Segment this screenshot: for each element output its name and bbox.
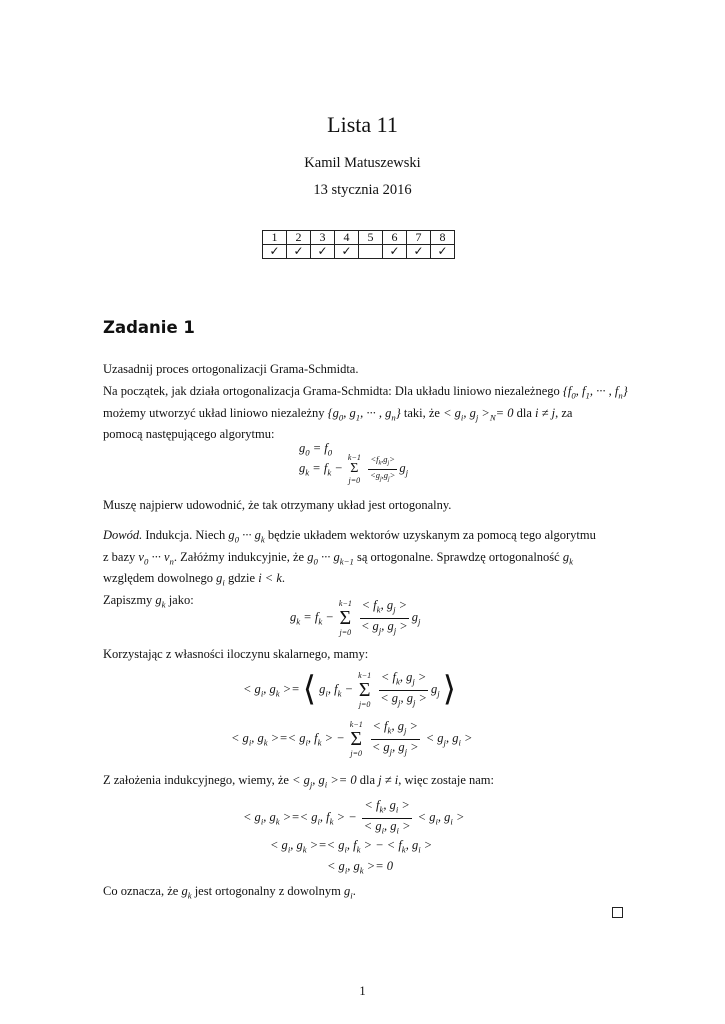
document-date: 13 stycznia 2016 xyxy=(313,182,412,198)
checkmark-icon: ✓ xyxy=(431,245,455,259)
score-number: 6 xyxy=(383,231,407,245)
score-table-marks-row xyxy=(263,245,455,259)
score-number: 5 xyxy=(359,231,383,245)
checkmark-icon: ✓ xyxy=(407,245,431,259)
qed-square-icon xyxy=(612,907,623,918)
equation-inner-product-1: < $g_i$, $g_k$ >= ⟨ $g_i$, $f_k$ − k−1 Σ j=0 $\frac{< f_k, g_j >}{< g_j, g_j >}$ $g_j$ ⟩ xyxy=(243,670,457,709)
checkmark-icon: ✓ xyxy=(287,245,311,259)
page-number: 1 xyxy=(359,984,366,998)
score-table-numbers-row xyxy=(263,231,455,245)
equation-inner-product-2: < $g_i$, $g_k$ >=< $g_i$, $f_k$ > − k−1 Σ j=0 $\frac{< f_k, g_j >}{< g_j, g_j >}$ < $g_j$, $g_i$ > xyxy=(231,719,473,758)
intro-paragraph: Na początek, jak działa ortogonalizacja Grama-Schmidta: Dla układu liniowo niezależnego {$f_0$, $f_1$, ··· , $f_n$} możemy utworzyć układ liniowo niezależny {$g_0$, $g_1$, ··· , $g_n$} taki, że < $g_i$, $g_j >_N= 0$ dla i ≠ j, za pomocą następującego algorytmu: xyxy=(103,384,628,441)
checkmark-icon: ✓ xyxy=(383,245,407,259)
equation-gk-inline: $g_k = f_k$ − k−1 Σ j=0 $\frac{<f_k,g_j>}{<g_j,g_j>}$ $g_j$ xyxy=(299,453,409,485)
section-heading: Zadanie 1 xyxy=(103,318,195,337)
proof-paragraph: Dowód. Indukcja. Niech $g_0$ ··· $g_k$ będzie układem wektorów uzyskanym za pomocą tego algorytmu z bazy $v_0$ ··· $v_n$. Załóżmy indukcyjnie, że $g_0$ ··· $g_{k-1}$ są ortogonalne. Sprawdzę ortogonalność $g_k$ względem dowolnego $g_i$ gdzie i < k. Zapiszmy $g_k$ jako: xyxy=(103,528,596,609)
equation-g0: $g_0 = f_0$ xyxy=(299,441,333,458)
assumption-sentence: Z założenia indukcyjnego, wiemy, że < $g_j$, $g_i >= 0$ dla j ≠ i, więc zostaje nam: xyxy=(103,773,494,790)
document-title: Lista 11 xyxy=(327,112,398,137)
score-number: 4 xyxy=(335,231,359,245)
using-properties-sentence: Korzystając z własności iloczynu skalarnego, mamy: xyxy=(103,647,369,661)
equation-reduced-2: < $g_i$, $g_k$ >=< $g_i$, $f_k$ > − < $f_k$, $g_i$ > xyxy=(270,838,433,855)
score-number: 7 xyxy=(407,231,431,245)
checkmark-icon: ✓ xyxy=(335,245,359,259)
equation-result: < $g_i$, $g_k >= 0$ xyxy=(327,859,394,876)
task-statement: Uzasadnij proces ortogonalizacji Grama-Schmidta. xyxy=(103,362,359,376)
author-name: Kamil Matuszewski xyxy=(304,155,421,171)
equation-gk-display: $g_k = f_k$ − k−1 Σ j=0 $\frac{< f_k, g_j >}{< g_j, g_j >}$ $g_j$ xyxy=(290,598,421,637)
score-number: 8 xyxy=(431,231,455,245)
checkmark-icon: ✓ xyxy=(263,245,287,259)
checkmark-icon: ✓ xyxy=(311,245,335,259)
conclusion-sentence: Co oznacza, że $g_k$ jest ortogonalny z dowolnym $g_i$. xyxy=(103,884,356,901)
must-prove-sentence: Muszę najpierw udowodnić, że tak otrzymany układ jest ortogonalny. xyxy=(103,498,452,512)
empty-mark xyxy=(359,245,383,259)
equation-reduced-1: < $g_i$, $g_k$ >=< $g_i$, $f_k$ > − $\frac{< f_k, g_i >}{< g_i, g_i >}$ < $g_i$, $g_i$ > xyxy=(243,798,465,835)
score-number: 2 xyxy=(287,231,311,245)
score-number: 3 xyxy=(311,231,335,245)
score-number: 1 xyxy=(263,231,287,245)
score-table xyxy=(262,230,455,259)
